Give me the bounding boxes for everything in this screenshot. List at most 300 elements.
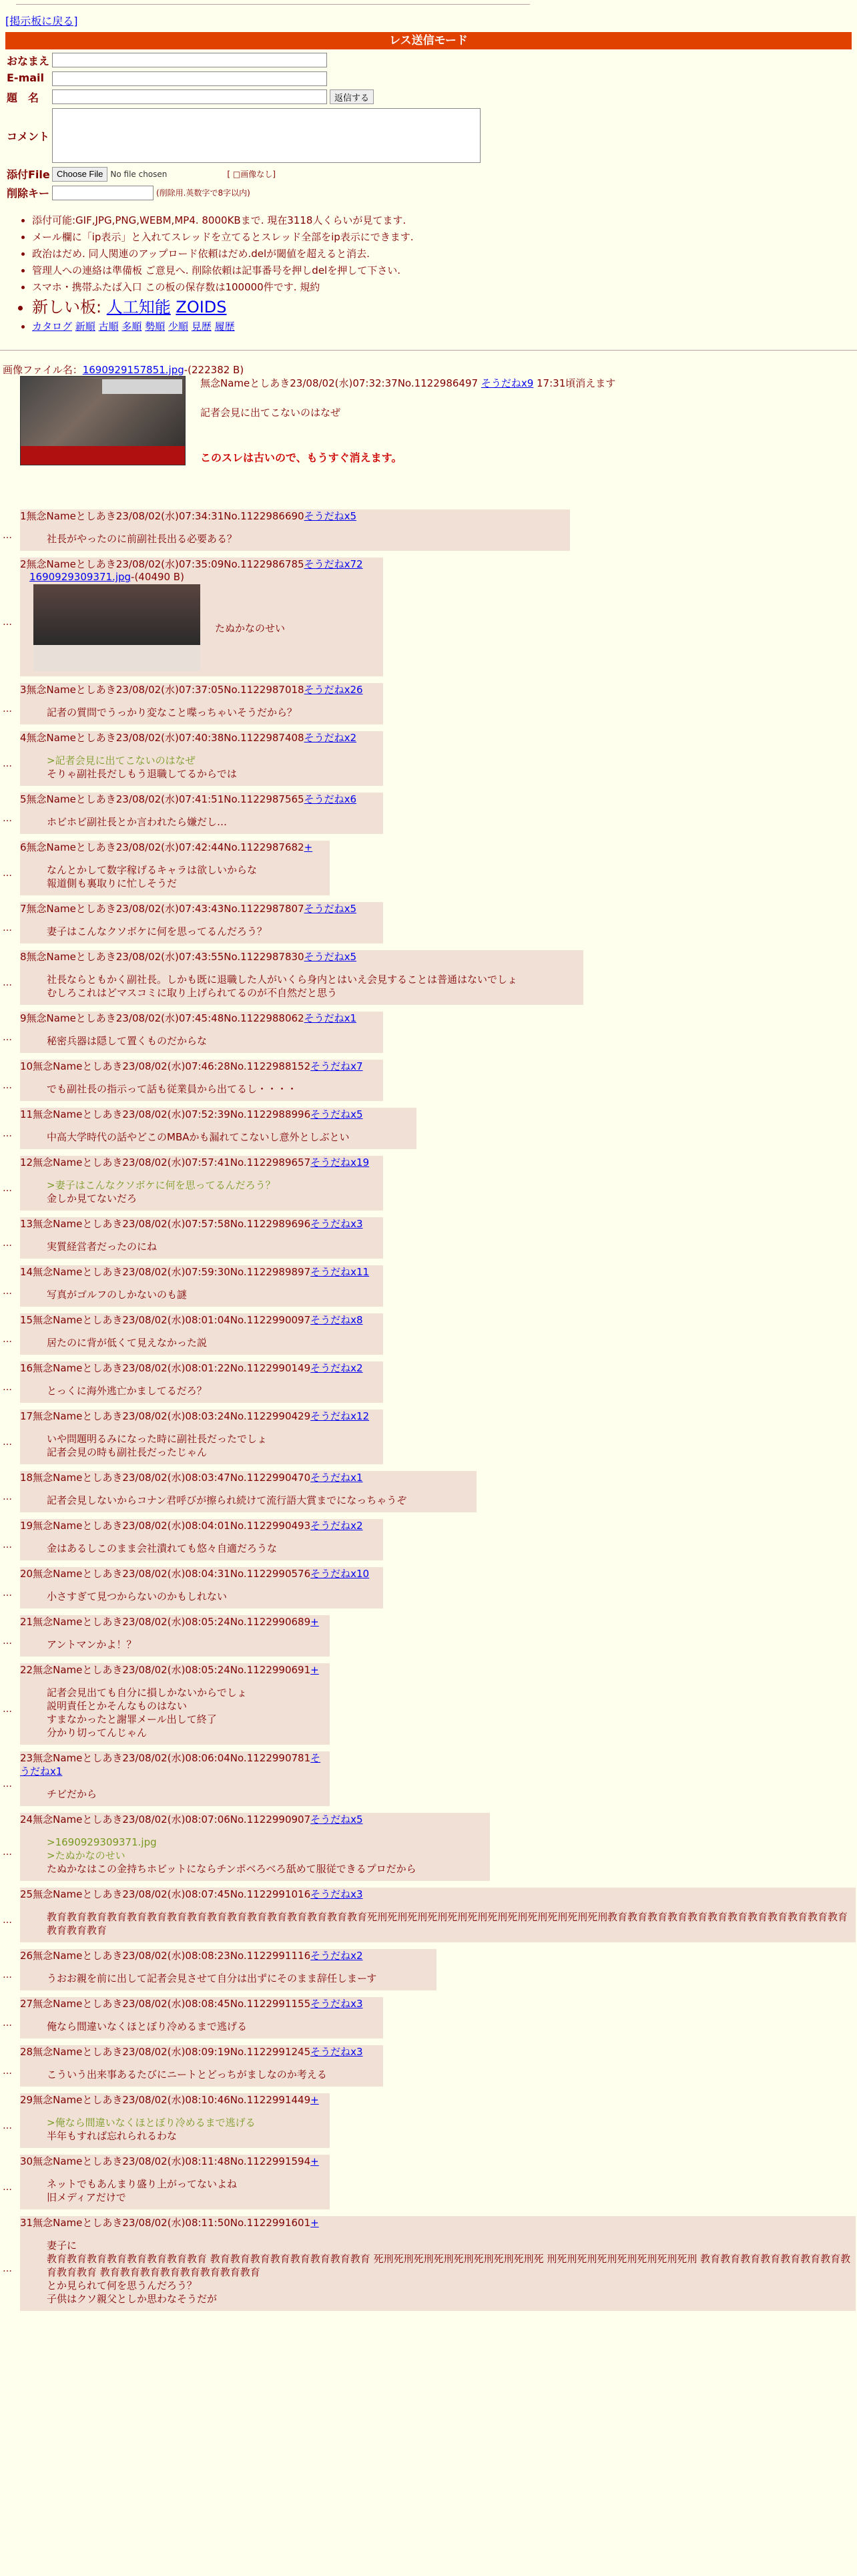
submit-reply-button[interactable]: 返信する xyxy=(330,89,374,104)
reply-quote: >記者会見に出てこないのはなぜ xyxy=(47,755,196,767)
reply-menu-icon[interactable]: … xyxy=(3,2018,12,2028)
reply-post xyxy=(3,1519,383,1560)
sodane-button[interactable]: そうだねx3 xyxy=(310,1998,363,2010)
reply-meta xyxy=(20,731,380,744)
reply-body xyxy=(47,1384,380,1398)
reply-meta xyxy=(20,1217,380,1231)
reply-menu-icon[interactable]: … xyxy=(3,1970,12,1980)
sodane-button[interactable]: そうだねx3 xyxy=(310,1218,363,1230)
viewed-history-link[interactable]: 見歴 xyxy=(191,320,212,333)
reply-post xyxy=(3,1888,856,1942)
file-label: 添付File xyxy=(7,168,50,181)
reply-post xyxy=(3,1012,383,1053)
delete-key-input[interactable] xyxy=(52,186,154,200)
reply-text: たぬかなはこの金持ちホビットにならチンポベろべろ舐めて服従できるプロだから xyxy=(47,1863,416,1875)
reply-menu-icon[interactable]: … xyxy=(3,2121,12,2131)
reply-header: 無念Nameとしあき23/08/02(水)08:08:45No.1122991155 xyxy=(33,1998,311,2010)
reply-number: 21 xyxy=(20,1616,33,1628)
reply-body xyxy=(47,2177,327,2204)
reply-menu-icon[interactable]: … xyxy=(3,868,12,879)
reply-body xyxy=(47,1240,380,1253)
reply-body xyxy=(47,1638,327,1651)
sodane-button[interactable]: + xyxy=(310,1616,319,1628)
reply-menu-icon[interactable]: … xyxy=(3,1334,12,1345)
reply-header: 無念Nameとしあき23/08/02(水)07:43:55No.1122987830 xyxy=(26,951,304,963)
sodane-button[interactable]: そうだねx5 xyxy=(304,510,356,522)
reply-menu-icon[interactable]: … xyxy=(3,978,12,988)
reply-meta xyxy=(20,1108,414,1121)
sodane-button[interactable]: + xyxy=(310,2155,319,2167)
reply-meta xyxy=(20,1663,327,1677)
rule-item: • メール欄に「ip表示」と入れてスレッドを立てるとスレッド全部をip表示にできます. xyxy=(32,229,857,246)
reply-meta xyxy=(20,558,380,571)
reply-file-link[interactable]: 1690929309371.jpg xyxy=(29,571,131,583)
reply-meta xyxy=(20,2045,380,2059)
reply-meta xyxy=(20,1813,487,1826)
reply-meta xyxy=(20,1888,853,1901)
sodane-button[interactable]: そうだねx5 xyxy=(310,1108,363,1120)
sodane-button[interactable]: そうだねx3 xyxy=(310,2046,363,2058)
reply-header: 無念Nameとしあき23/08/02(水)07:40:38No.1122987408 xyxy=(26,732,304,744)
reply-header: 無念Nameとしあき23/08/02(水)08:10:46No.1122991449 xyxy=(33,2094,311,2106)
op-sodane-button[interactable]: そうだねx9 xyxy=(481,377,534,389)
reply-post xyxy=(3,841,330,895)
reply-meta xyxy=(20,1519,380,1532)
reply-post xyxy=(3,1156,383,1211)
reply-body xyxy=(47,973,581,1000)
file-label-text: 画像ファイル名： xyxy=(3,364,83,376)
reply-post xyxy=(3,558,383,676)
new-board-link-ai[interactable]: 人工知能 xyxy=(106,298,171,316)
rule-item: • スマホ・携帯ふたば入口 この板の保存数は100000件です. 規約 xyxy=(32,279,857,296)
sort-many-link[interactable]: 多順 xyxy=(121,320,142,333)
reply-number: 26 xyxy=(20,1950,33,1962)
reply-meta xyxy=(20,950,581,963)
catalog-link[interactable]: カタログ xyxy=(32,320,73,333)
reply-text: 金しか見てないだろ xyxy=(47,1193,137,1205)
back-to-board-link[interactable] xyxy=(5,13,857,28)
reply-menu-icon[interactable]: … xyxy=(3,1238,12,1249)
reply-post xyxy=(3,1410,383,1464)
reply-menu-icon[interactable]: … xyxy=(3,1915,12,1926)
reply-body xyxy=(47,1082,380,1096)
reply-text: 実質経営者だったのにね xyxy=(47,1241,158,1253)
reply-header: 無念Nameとしあき23/08/02(水)08:04:31No.1122990576 xyxy=(33,1568,311,1580)
reply-meta xyxy=(20,1313,380,1327)
reply-header: 無念Nameとしあき23/08/02(水)08:09:19No.1122991245 xyxy=(33,2046,311,2058)
reply-header: 無念Nameとしあき23/08/02(水)08:04:01No.1122990493 xyxy=(33,1520,311,1532)
catalog-links xyxy=(32,318,857,335)
reply-meta xyxy=(20,793,380,806)
op-meta: 無念Nameとしあき23/08/02(水)07:32:37No.1122986497 xyxy=(200,377,479,389)
reply-meta xyxy=(20,1751,327,1778)
op-body: 記者会見に出てこないのはなぜ xyxy=(200,407,341,419)
reply-text: 記者の質問でうっかり変なこと喋っちゃいそうだから？ xyxy=(47,706,298,718)
reply-menu-icon[interactable]: … xyxy=(3,1588,12,1598)
reply-number: 22 xyxy=(20,1664,33,1676)
email-label: E-mail xyxy=(7,71,45,84)
thumbnail-label-band xyxy=(102,379,182,394)
sodane-button[interactable]: そうだねx2 xyxy=(310,1950,363,1962)
reply-form xyxy=(7,53,857,200)
delete-key-note: (削除用.英数字で8字以内) xyxy=(156,188,250,198)
history-link[interactable]: 履歴 xyxy=(214,320,235,333)
reply-menu-icon[interactable]: … xyxy=(3,1128,12,1139)
reply-text: アントマンかよ！？ xyxy=(47,1639,137,1651)
name-input[interactable] xyxy=(52,53,327,67)
reply-menu-icon[interactable]: … xyxy=(3,759,12,769)
reply-post xyxy=(3,731,383,786)
reply-body xyxy=(47,1034,380,1048)
reply-text: いや問題明るみになった時に副社長だったでしょ 記者会見の時も副社長だったじゃん xyxy=(47,1433,268,1458)
reply-menu-icon[interactable]: … xyxy=(3,1847,12,1858)
section-divider xyxy=(0,350,857,351)
subject-label: 題 名 xyxy=(7,91,39,104)
thread-page xyxy=(0,4,857,2311)
old-thread-warning: このスレは古いので、もうすぐ消えます。 xyxy=(200,451,402,464)
reply-text: そりゃ副社長だしもう退職してるからでは xyxy=(47,768,237,780)
reply-menu-icon[interactable]: … xyxy=(3,2182,12,2193)
reply-body xyxy=(47,2020,380,2033)
reply-post xyxy=(3,1997,383,2038)
reply-meta xyxy=(20,902,380,915)
reply-post xyxy=(3,2093,330,2148)
reply-menu-icon[interactable]: … xyxy=(3,1540,12,1550)
reply-menu-icon[interactable]: … xyxy=(3,1437,12,1448)
reply-meta xyxy=(20,1265,380,1279)
reply-body xyxy=(47,2239,853,2306)
reply-header: 無念Nameとしあき23/08/02(水)07:57:58No.1122989696 xyxy=(33,1218,311,1230)
reply-post xyxy=(3,1217,383,1259)
reply-body xyxy=(47,1178,380,1205)
sodane-button[interactable]: そうだねx11 xyxy=(310,1266,370,1278)
sort-momentum-link[interactable]: 勢順 xyxy=(145,320,166,333)
rule-item: • 添付可能:GIF,JPG,PNG,WEBM,MP4. 8000KBまで. 現在3118人くらいが見てます. xyxy=(32,212,857,229)
reply-number: 8 xyxy=(20,951,27,963)
reply-header: 無念Nameとしあき23/08/02(水)07:35:09No.1122986785 xyxy=(26,558,304,570)
reply-quote: >妻子はこんなクソボケに何を思ってるんだろう？ xyxy=(47,1179,276,1191)
sort-few-link[interactable]: 少順 xyxy=(168,320,188,333)
reply-menu-icon[interactable]: … xyxy=(3,1636,12,1647)
reply-header: 無念Nameとしあき23/08/02(水)08:06:04No.1122990781 xyxy=(33,1752,311,1764)
reply-text: 居たのに背が低くて見えなかった説 xyxy=(47,1337,208,1349)
op-thumbnail[interactable] xyxy=(20,376,186,465)
reply-meta xyxy=(20,1949,434,1962)
op-header xyxy=(200,376,615,390)
rule-item: • 管理人への連絡は準備板 ご意見へ. 削除依頼は記事番号を押しdelを押して下さい. xyxy=(32,262,857,279)
reply-number: 9 xyxy=(20,1012,27,1024)
sodane-button[interactable]: そうだねx1 xyxy=(310,1472,363,1484)
sodane-button[interactable]: そうだねx2 xyxy=(310,1520,363,1532)
reply-header: 無念Nameとしあき23/08/02(水)08:05:24No.1122990691 xyxy=(33,1664,311,1676)
file-status: No file chosen xyxy=(110,169,168,179)
reply-number: 14 xyxy=(20,1266,33,1278)
reply-menu-icon[interactable]: … xyxy=(3,1779,12,1789)
reply-number: 6 xyxy=(20,841,27,853)
sodane-button[interactable]: そうだねx3 xyxy=(310,1888,363,1900)
original-post xyxy=(0,363,857,509)
reply-text: 社長がやったのに前副社長出る必要ある？ xyxy=(47,533,238,545)
reply-header: 無念Nameとしあき23/08/02(水)08:07:45No.1122991016 xyxy=(33,1888,311,1900)
reply-meta xyxy=(20,1156,380,1169)
reply-header: 無念Nameとしあき23/08/02(水)07:43:43No.1122987807 xyxy=(26,903,304,915)
reply-number: 10 xyxy=(20,1060,33,1072)
reply-body xyxy=(47,1130,414,1144)
reply-post xyxy=(3,1108,416,1149)
reply-meta xyxy=(20,1012,380,1025)
reply-body xyxy=(47,925,380,938)
reply-number: 4 xyxy=(20,732,27,744)
reply-number: 19 xyxy=(20,1520,33,1532)
comment-textarea[interactable] xyxy=(52,108,481,163)
reply-text: とっくに海外逃亡かましてるだろ？ xyxy=(47,1385,207,1397)
reply-meta xyxy=(20,1567,380,1580)
reply-body xyxy=(47,1494,474,1507)
reply-number: 15 xyxy=(20,1314,33,1326)
reply-menu-icon[interactable]: … xyxy=(3,1286,12,1297)
reply-header: 無念Nameとしあき23/08/02(水)07:42:44No.1122987682 xyxy=(26,841,304,853)
sodane-button[interactable]: そうだねx2 xyxy=(310,1362,363,1374)
op-file-size: -(222382 B) xyxy=(184,364,244,376)
top-divider xyxy=(16,4,530,5)
reply-text: なんとかして数字稼げるキャラは欲しいからな 報道側も裏取りに忙しそうだ xyxy=(47,864,258,889)
reply-text: 半年もすれば忘れられるわな xyxy=(47,2130,178,2142)
reply-number: 31 xyxy=(20,2217,33,2229)
reply-header: 無念Nameとしあき23/08/02(水)08:01:22No.1122990149 xyxy=(33,1362,311,1374)
sodane-button[interactable]: そうだねx2 xyxy=(304,732,356,744)
reply-body xyxy=(47,754,380,781)
rule-item: • 政治はだめ. 同人関連のアップロード依頼はだめ.delが閾値を超えると消去. xyxy=(32,246,857,262)
reply-number: 28 xyxy=(20,2046,33,2058)
reply-text: チビだから xyxy=(47,1788,97,1800)
sodane-button[interactable]: そうだねx10 xyxy=(310,1568,370,1580)
reply-body xyxy=(47,2068,380,2081)
reply-meta xyxy=(20,1410,380,1423)
reply-post xyxy=(3,1265,383,1307)
reply-number: 2 xyxy=(20,558,27,570)
reply-meta xyxy=(20,2216,853,2229)
reply-menu-icon[interactable]: … xyxy=(3,530,12,541)
sodane-button[interactable]: + xyxy=(310,2094,319,2106)
reply-body xyxy=(47,1432,380,1459)
sodane-button[interactable]: + xyxy=(304,841,313,853)
reply-meta xyxy=(20,1471,474,1484)
reply-text: 中高大学時代の話やどこのMBAかも漏れてこないし意外としぶとい xyxy=(47,1131,350,1143)
sodane-button[interactable]: そうだねx1 xyxy=(20,1752,321,1777)
reply-header: 無念Nameとしあき23/08/02(水)08:05:24No.1122990689 xyxy=(33,1616,311,1628)
reply-header: 無念Nameとしあき23/08/02(水)08:11:50No.1122991601 xyxy=(33,2217,311,2229)
reply-text: 教育教育教育教育教育教育教育教育教育教育教育教育教育教育教育教育死刑死刑死刑死刑死刑死刑死刑死刑死刑死刑死刑死刑教育教育教育教育教育教育教育教育教育教育教育教育教育教育教育 xyxy=(47,1911,848,1936)
reply-number: 25 xyxy=(20,1888,33,1900)
reply-post xyxy=(3,1471,477,1512)
reply-list xyxy=(0,509,857,2311)
choose-file-button[interactable]: Choose File xyxy=(52,167,107,182)
reply-number: 11 xyxy=(20,1108,33,1120)
reply-number: 24 xyxy=(20,1813,33,1826)
reply-post xyxy=(3,1813,490,1881)
reply-header: 無念Nameとしあき23/08/02(水)08:03:47No.1122990470 xyxy=(33,1472,311,1484)
reply-text: 社長ならともかく副社長。しかも既に退職した人がいくら身内とはいえ会見することは普通はないでしょ むしろこれはどマスコミに取り上げられてるのが不自然だと思う xyxy=(47,974,518,999)
sodane-button[interactable]: そうだねx19 xyxy=(310,1156,370,1168)
reply-header: 無念Nameとしあき23/08/02(水)07:57:41No.1122989657 xyxy=(33,1156,311,1168)
reply-menu-icon[interactable]: … xyxy=(3,1704,12,1715)
reply-text: 記者会見しないからコナン君呼びが擦られ続けて流行語大賞までになっちゃうぞ xyxy=(47,1494,407,1506)
reply-meta xyxy=(20,1997,380,2010)
reply-post xyxy=(3,1751,330,1806)
reply-post xyxy=(3,1060,383,1101)
sodane-button[interactable]: そうだねx5 xyxy=(304,951,356,963)
new-board-label: 新しい板: xyxy=(32,298,102,316)
reply-meta xyxy=(20,683,380,696)
sodane-button[interactable]: そうだねx26 xyxy=(304,684,363,696)
reply-header: 無念Nameとしあき23/08/02(水)07:34:31No.1122986690 xyxy=(26,510,304,522)
reply-meta xyxy=(20,1060,380,1073)
reply-number: 13 xyxy=(20,1218,33,1230)
reply-body xyxy=(47,1910,853,1937)
reply-header: 無念Nameとしあき23/08/02(水)07:37:05No.1122987018 xyxy=(26,684,304,696)
reply-meta xyxy=(20,841,327,854)
reply-post xyxy=(3,1567,383,1608)
reply-meta xyxy=(20,2155,327,2168)
op-file-link[interactable]: 1690929157851.jpg xyxy=(82,364,184,376)
reply-meta xyxy=(20,509,567,523)
board-rules xyxy=(32,212,857,335)
back-link[interactable]: [掲示板に戻る] xyxy=(5,15,78,27)
name-label: おなまえ xyxy=(7,55,50,67)
reply-number: 16 xyxy=(20,1362,33,1374)
reply-body: たぬかなのせい xyxy=(215,622,286,634)
reply-text: こういう出来事あるたびにニートとどっちがましなのか考える xyxy=(47,2069,327,2081)
reply-menu-icon[interactable]: … xyxy=(3,2066,12,2077)
reply-number: 20 xyxy=(20,1568,33,1580)
sodane-button[interactable]: そうだねx12 xyxy=(310,1410,370,1422)
reply-menu-icon[interactable]: … xyxy=(3,1032,12,1043)
reply-header: 無念Nameとしあき23/08/02(水)08:01:04No.1122990097 xyxy=(33,1314,311,1326)
reply-post xyxy=(3,2216,856,2311)
reply-text: でも副社長の指示って話も従業員から出てるし・・・・ xyxy=(47,1083,298,1095)
reply-menu-icon[interactable]: … xyxy=(3,1492,12,1502)
sodane-button[interactable]: そうだねx1 xyxy=(304,1012,356,1024)
sort-old-link[interactable]: 古順 xyxy=(98,320,119,333)
reply-body xyxy=(47,1336,380,1349)
reply-meta xyxy=(20,1361,380,1375)
reply-header: 無念Nameとしあき23/08/02(水)07:45:48No.1122988062 xyxy=(26,1012,304,1024)
reply-post xyxy=(3,1615,330,1657)
new-board-link-zoids[interactable]: ZOIDS xyxy=(176,298,227,316)
reply-menu-icon[interactable]: … xyxy=(3,617,12,628)
reply-post xyxy=(3,1361,383,1403)
reply-menu-icon[interactable]: … xyxy=(3,704,12,714)
reply-number: 7 xyxy=(20,903,27,915)
delete-key-label: 削除キー xyxy=(7,187,50,200)
reply-number: 27 xyxy=(20,1998,33,2010)
op-file-info xyxy=(3,363,244,377)
reply-header: 無念Nameとしあき23/08/02(水)08:08:23No.1122991116 xyxy=(33,1950,311,1962)
reply-body xyxy=(47,1686,327,1739)
reply-number: 18 xyxy=(20,1472,33,1484)
reply-image-row xyxy=(20,584,380,671)
reply-number: 1 xyxy=(20,510,27,522)
reply-header: 無念Nameとしあき23/08/02(水)08:11:48No.1122991594 xyxy=(33,2155,311,2167)
reply-text: 俺なら間違いなくほとぼり冷めるまで逃げる xyxy=(47,2020,248,2032)
reply-menu-icon[interactable]: … xyxy=(3,1080,12,1091)
reply-text: 金はあるしこのまま会社潰れても悠々自適だろうな xyxy=(47,1542,278,1554)
reply-post xyxy=(3,509,570,551)
reply-body xyxy=(47,1836,487,1876)
reply-body xyxy=(47,532,567,546)
reply-meta xyxy=(20,2093,327,2107)
sodane-button[interactable]: + xyxy=(310,1664,319,1676)
reply-text: 秘密兵器は隠して置くものだからな xyxy=(47,1035,208,1047)
reply-thumbnail[interactable] xyxy=(33,584,200,671)
reply-body xyxy=(47,1288,380,1301)
thumbnail-caption-band xyxy=(21,446,185,465)
reply-file-size: -(40490 B) xyxy=(131,571,184,583)
reply-body xyxy=(47,706,380,719)
reply-menu-icon[interactable]: … xyxy=(3,1183,12,1194)
reply-header: 無念Nameとしあき23/08/02(水)07:59:30No.1122989897 xyxy=(33,1266,311,1278)
sodane-button[interactable]: そうだねx7 xyxy=(310,1060,363,1072)
reply-header: 無念Nameとしあき23/08/02(水)08:03:24No.1122990429 xyxy=(33,1410,311,1422)
reply-number: 5 xyxy=(20,793,27,805)
reply-post xyxy=(3,1663,330,1745)
reply-header: 無念Nameとしあき23/08/02(水)07:46:28No.1122988152 xyxy=(33,1060,311,1072)
sodane-button[interactable]: そうだねx5 xyxy=(310,1813,363,1826)
reply-header: 無念Nameとしあき23/08/02(水)07:52:39No.1122988996 xyxy=(33,1108,311,1120)
reply-text: 写真がゴルフのしかないのも謎 xyxy=(47,1289,188,1301)
reply-menu-icon[interactable]: … xyxy=(3,813,12,824)
reply-body xyxy=(47,2116,327,2143)
reply-menu-icon[interactable]: … xyxy=(3,2264,12,2274)
reply-body xyxy=(47,1787,327,1801)
reply-text: ホビホビ副社長とか言われたら嫌だし… xyxy=(47,816,228,828)
reply-text: 妻子に 教育教育教育教育教育教育教育教育 教育教育教育教育教育教育教育教育 死刑死刑死刑死刑死刑死刑死刑死刑死 刑死刑死刑死刑死刑死刑死刑死刑 教育教育教育教育教育教育教育教育教育教育 教育教育教育教育教育教育教育教育 とか見られて何を思うんだろう？ 子供はクソ親父としか思わなそうだが xyxy=(47,2239,851,2305)
sodane-button[interactable]: そうだねx5 xyxy=(304,903,356,915)
reply-body xyxy=(47,815,380,829)
new-board-item xyxy=(32,296,857,318)
subject-input[interactable] xyxy=(52,89,327,104)
no-image-checkbox[interactable]: [ □画像なし] xyxy=(227,170,276,179)
reply-quote: >俺なら間違いなくほとぼり冷めるまで逃げる xyxy=(47,2117,256,2129)
sort-new-link[interactable]: 新順 xyxy=(75,320,95,333)
reply-text: 記者会見出ても自分に損しかないからでしょ 説明責任とかそんなものはない すまなかったと謝罪メール出して終了 分かり切ってんじゃん xyxy=(47,1687,247,1739)
reply-menu-icon[interactable]: … xyxy=(3,923,12,933)
reply-menu-icon[interactable]: … xyxy=(3,1382,12,1393)
sodane-button[interactable]: + xyxy=(310,2217,319,2229)
reply-text: ネットでもあんまり盛り上がってないよね 旧メディアだけで xyxy=(47,2178,238,2203)
op-expire: 17:31頃消えます xyxy=(537,377,616,389)
reply-text: 妻子はこんなクソボケに何を思ってるんだろう？ xyxy=(47,925,268,937)
reply-body xyxy=(47,1542,380,1555)
reply-quote: >1690929309371.jpg >たぬかなのせい xyxy=(47,1836,157,1862)
reply-number: 29 xyxy=(20,2094,33,2106)
reply-body xyxy=(47,1972,434,1985)
sodane-button[interactable]: そうだねx8 xyxy=(310,1314,363,1326)
reply-number: 23 xyxy=(20,1752,33,1764)
comment-label: コメント xyxy=(7,130,50,143)
reply-header: 無念Nameとしあき23/08/02(水)07:41:51No.1122987565 xyxy=(26,793,304,805)
reply-post xyxy=(3,683,383,724)
sodane-button[interactable]: そうだねx6 xyxy=(304,793,356,805)
sodane-button[interactable]: そうだねx72 xyxy=(304,558,363,570)
reply-number: 30 xyxy=(20,2155,33,2167)
reply-number: 12 xyxy=(20,1156,33,1168)
reply-post xyxy=(3,950,583,1005)
email-input[interactable] xyxy=(52,71,327,86)
reply-post xyxy=(3,2155,330,2209)
reply-mode-banner: レス送信モード xyxy=(5,32,852,49)
reply-body xyxy=(47,863,327,890)
